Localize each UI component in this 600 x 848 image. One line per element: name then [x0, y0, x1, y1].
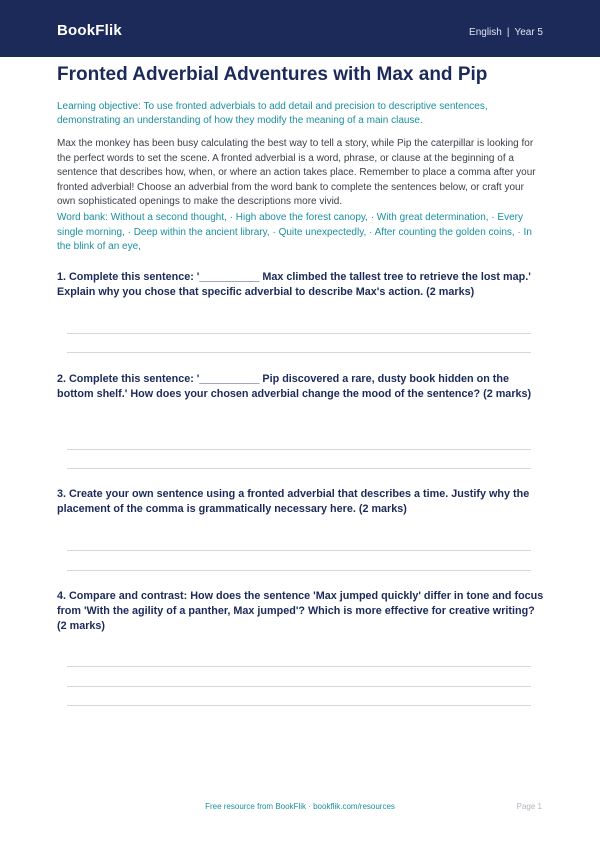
question-2: 2. Complete this sentence: '__________ Pip discovered a rare, dusty book hidden on the bottom shelf.' How does your chosen adverbial change the mood of the sentence? (2 marks) — [57, 373, 532, 400]
answer-line[interactable] — [67, 666, 531, 667]
answer-line[interactable] — [67, 333, 531, 334]
answer-line[interactable] — [67, 550, 531, 551]
answer-line[interactable] — [67, 686, 531, 687]
answer-line[interactable] — [67, 352, 531, 353]
subject-year-label — [469, 27, 543, 38]
intro-paragraph: Max the monkey has been busy calculating the best way to tell a story, while Pip the caterpillar is looking for the perfect words to set the scene. A fronted adverbial is a word, phrase, or clause at the beginning of a sentence that describes how, when, or where an action takes place. Remember to place a comma after your fronted adverbial! Choose an adverbial from the word bank to complete the sentences below, or craft your own sophisticated openings to make the descriptions more vivid. — [57, 138, 536, 207]
word-bank: Word bank: Without a second thought, · High above the forest canopy, · With great determination, · Every single morning, · Deep within the ancient library, · Quite unexpectedly, · After counting the golden coins, · In the blink of an eye, — [57, 212, 532, 252]
footer-credit: Free resource from BookFlik · bookflik.com/resources — [205, 802, 395, 811]
brand-logo: BookFlik — [57, 22, 122, 39]
answer-line[interactable] — [67, 449, 531, 450]
answer-line[interactable] — [67, 705, 531, 706]
worksheet-title: Fronted Adverbial Adventures with Max and Pip — [57, 64, 488, 85]
separator: | — [506, 27, 510, 38]
page-number: Page 1 — [516, 802, 542, 811]
question-3: 3. Create your own sentence using a fronted adverbial that describes a time. Justify why the placement of the comma is grammatically necessary here. (2 marks) — [57, 488, 530, 515]
answer-line[interactable] — [67, 570, 531, 571]
question-4: 4. Compare and contrast: How does the sentence 'Max jumped quickly' differ in tone and focus from 'With the agility of a panther, Max jumped'? Which is more effective for creative writing? (2 marks) — [57, 590, 544, 632]
learning-objective: Learning objective: To use fronted adverbials to add detail and precision to descriptive sentences, demonstrating an understanding of how they modify the meaning of a main clause. — [57, 101, 488, 126]
answer-line[interactable] — [67, 468, 531, 469]
question-1: 1. Complete this sentence: '__________ Max climbed the tallest tree to retrieve the lost map.' Explain why you chose that specific adverbial to describe Max's action. (2 marks) — [57, 271, 531, 298]
header-bar — [0, 0, 600, 57]
subject-label: English — [469, 27, 502, 38]
year-label: Year 5 — [514, 27, 543, 38]
